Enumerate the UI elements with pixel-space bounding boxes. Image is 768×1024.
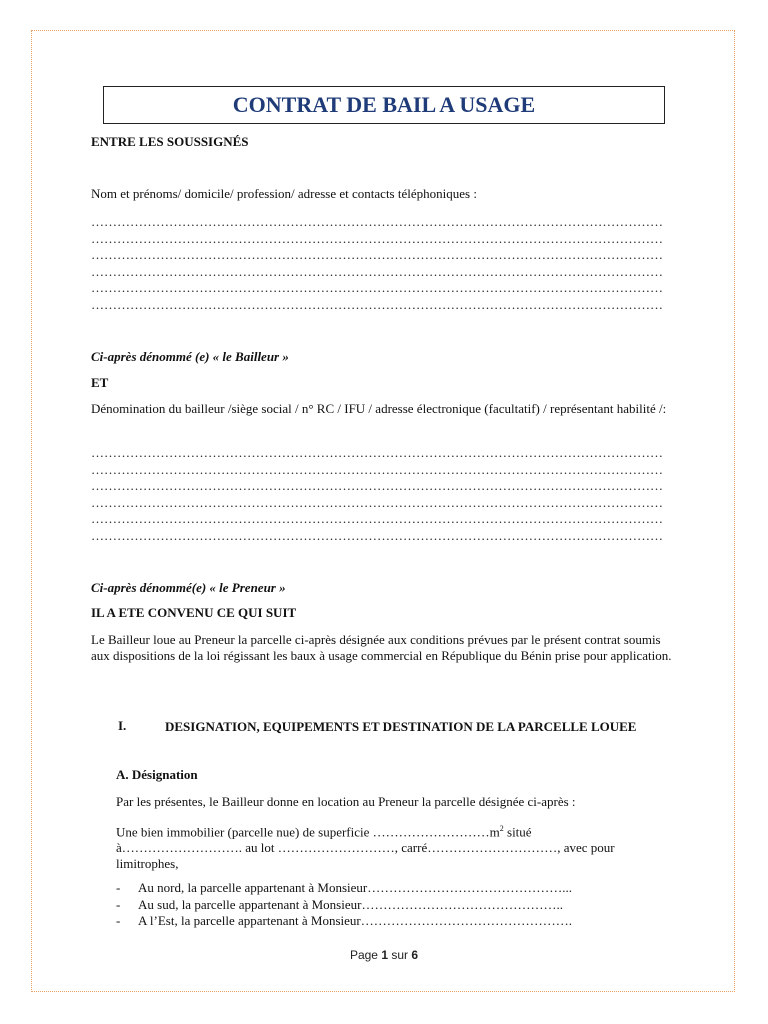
intro-paragraph: Le Bailleur loue au Preneur la parcelle ci-après désignée aux conditions prévues par le présent contrat soumis aux dispositions de la loi régissant les baux à usage commercial en République du Bénin prise pour application. bbox=[91, 632, 672, 663]
list-dash: - bbox=[116, 913, 121, 928]
preneur-label: Ci-après dénommé(e) « le Preneur » bbox=[91, 580, 286, 595]
section-number: I. bbox=[118, 718, 127, 733]
section-title: DESIGNATION, EQUIPEMENTS ET DESTINATION DE LA PARCELLE LOUEE bbox=[165, 719, 637, 734]
footer-mid: sur bbox=[388, 948, 412, 962]
dotted-line: …………………………………………………………………………………………………………………… bbox=[91, 494, 663, 510]
limit-text: Au nord, la parcelle appartenant à Monsieur………………………………………... bbox=[138, 880, 572, 895]
list-item bbox=[116, 897, 563, 913]
footer-page-total: 6 bbox=[411, 948, 419, 962]
subsection-designation: A. Désignation bbox=[116, 767, 198, 782]
footer-prefix: Page bbox=[349, 948, 382, 962]
footer-page-number: 1 bbox=[381, 948, 388, 962]
bailleur-label: Ci-après dénommé (e) « le Bailleur » bbox=[91, 349, 289, 364]
list-item bbox=[116, 880, 572, 896]
bien-line-2: à………………………. au lot ………………………, carré…………………………, avec pour limitrophes, bbox=[116, 840, 615, 872]
bailleur-prompt: Nom et prénoms/ domicile/ profession/ adresse et contacts téléphoniques : bbox=[91, 186, 477, 201]
list-dash: - bbox=[116, 880, 121, 895]
limit-text: A l’Est, la parcelle appartenant à Monsieur…………………………………………. bbox=[138, 913, 572, 928]
parties-heading: ENTRE LES SOUSSIGNÉS bbox=[91, 134, 249, 149]
bien-description bbox=[116, 821, 672, 872]
dotted-line: …………………………………………………………………………………………………………………… bbox=[91, 511, 663, 526]
dotted-line: …………………………………………………………………………………………………………………… bbox=[91, 445, 663, 460]
bien-line-1a: Une bien immobilier (parcelle nue) de superficie ………………………m bbox=[116, 824, 500, 840]
dotted-line: …………………………………………………………………………………………………………………… bbox=[91, 280, 663, 295]
superscript: 2 bbox=[499, 824, 504, 833]
dotted-line: …………………………………………………………………………………………………………………… bbox=[91, 230, 663, 246]
document-title: CONTRAT DE BAIL A USAGE bbox=[103, 86, 665, 124]
convenu-heading: IL A ETE CONVENU CE QUI SUIT bbox=[91, 605, 297, 620]
preneur-dotted-lines bbox=[91, 445, 673, 544]
dotted-line: …………………………………………………………………………………………………………………… bbox=[91, 247, 663, 262]
bien-line-1b: situé bbox=[503, 824, 532, 840]
page-footer bbox=[0, 948, 768, 962]
limit-text: Au sud, la parcelle appartenant à Monsieur……………………………………….. bbox=[138, 897, 563, 912]
dotted-line: …………………………………………………………………………………………………………………… bbox=[91, 296, 663, 312]
dotted-line: …………………………………………………………………………………………………………………… bbox=[91, 214, 663, 229]
list-dash: - bbox=[116, 897, 121, 912]
dotted-line: …………………………………………………………………………………………………………………… bbox=[91, 263, 663, 279]
dotted-line: …………………………………………………………………………………………………………………… bbox=[91, 461, 663, 477]
bailleur-dotted-lines bbox=[91, 214, 673, 313]
preneur-prompt: Dénomination du bailleur /siège social / n° RC / IFU / adresse électronique (facultatif) / représentant habilité /: bbox=[91, 401, 667, 416]
dotted-line: …………………………………………………………………………………………………………………… bbox=[91, 478, 663, 493]
list-item bbox=[116, 913, 572, 929]
designation-text: Par les présentes, le Bailleur donne en location au Preneur la parcelle désignée ci-après : bbox=[116, 794, 576, 809]
dotted-line: …………………………………………………………………………………………………………………… bbox=[91, 527, 663, 543]
et-heading: ET bbox=[91, 375, 109, 390]
